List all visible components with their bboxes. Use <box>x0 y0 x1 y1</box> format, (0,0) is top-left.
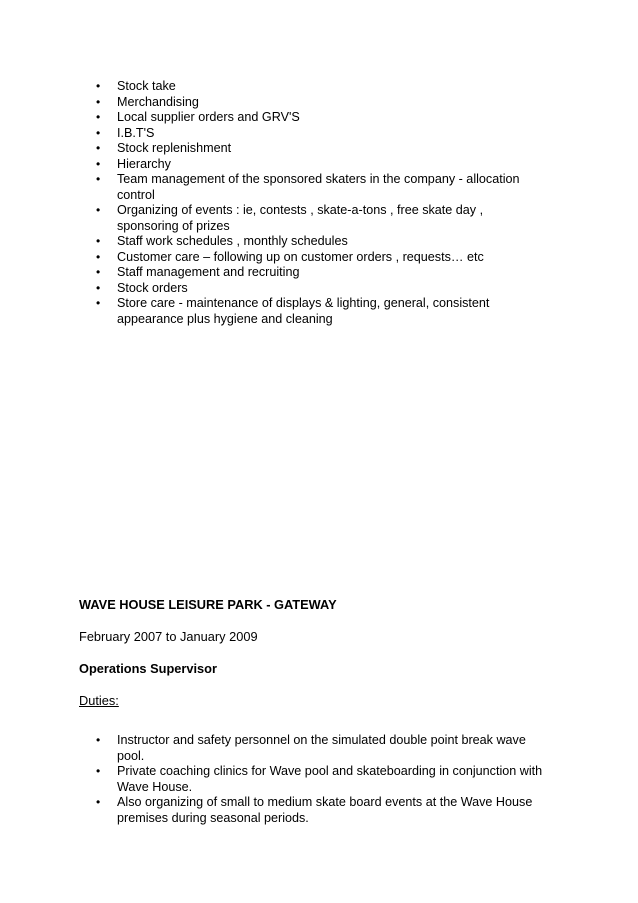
list-item: • Customer care – following up on customer orders , requests… etc <box>96 249 484 264</box>
bullet-icon: • <box>96 156 101 171</box>
list-item: • Stock replenishment <box>96 141 232 155</box>
bullet-icon: • <box>96 280 101 295</box>
list-item: • Local supplier orders and GRV'S <box>96 110 300 124</box>
list-item: • Store care - maintenance of displays & lighting, general, consistent appearance plus hygiene and cleaning <box>96 296 490 326</box>
bullet-icon: • <box>96 203 101 217</box>
job-title: Operations Supervisor <box>79 661 217 676</box>
bullet-icon: • <box>96 79 101 93</box>
list-item: • Instructor and safety personnel on the simulated double point break wave pool. <box>96 733 526 763</box>
duties-list <box>96 733 546 826</box>
bullet-icon: • <box>96 110 101 124</box>
duties-heading: Duties: <box>79 693 119 708</box>
bullet-icon: • <box>96 234 101 248</box>
company-heading: WAVE HOUSE LEISURE PARK - GATEWAY <box>79 597 337 612</box>
list-item: • Stock orders <box>96 280 188 295</box>
employment-dates: February 2007 to January 2009 <box>79 629 258 644</box>
bullet-icon: • <box>96 172 101 186</box>
bullet-icon: • <box>96 249 101 264</box>
list-item: • Staff work schedules , monthly schedules <box>96 234 348 248</box>
list-item: • Staff management and recruiting <box>96 265 300 279</box>
bullet-icon: • <box>96 141 101 155</box>
bullet-icon: • <box>96 795 101 809</box>
list-item: • Hierarchy <box>96 156 171 171</box>
bullet-icon: • <box>96 296 101 310</box>
list-item: • Also organizing of small to medium skate board events at the Wave House premises during seasonal periods. <box>96 795 533 825</box>
bullet-icon: • <box>96 733 101 747</box>
responsibilities-list <box>96 79 546 327</box>
list-item: • Team management of the sponsored skaters in the company - allocation control <box>96 172 520 202</box>
list-item: • I.B.T'S <box>96 125 155 140</box>
bullet-icon: • <box>96 94 101 109</box>
list-item: • Merchandising <box>96 94 199 109</box>
bullet-icon: • <box>96 764 101 778</box>
list-item: • Private coaching clinics for Wave pool and skateboarding in conjunction with Wave House. <box>96 764 543 794</box>
list-item: • Stock take <box>96 79 176 93</box>
list-item: • Organizing of events : ie, contests , skate-a-tons , free skate day , sponsoring of prizes <box>96 203 484 233</box>
bullet-icon: • <box>96 265 101 279</box>
bullet-icon: • <box>96 125 101 140</box>
